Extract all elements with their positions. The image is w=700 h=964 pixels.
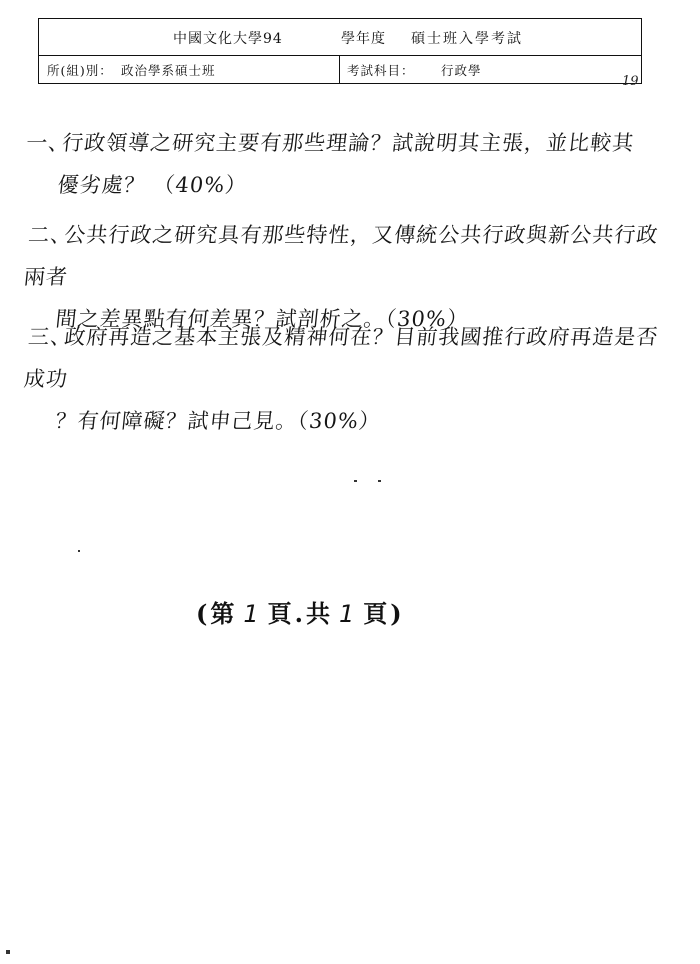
- department-label: 所(組)別：: [47, 63, 113, 78]
- header-title-row: [39, 19, 641, 56]
- footer-mid: 頁.共: [267, 599, 333, 628]
- subject-label: 考試科目：: [347, 63, 415, 78]
- question-number: 一、: [24, 131, 72, 155]
- footer-close: 頁): [363, 599, 405, 628]
- exam-header-box: [38, 18, 642, 84]
- question-1: [20, 122, 669, 206]
- question-text-line2: 間之差異點有何差異？試剖析之。（30%）: [54, 307, 471, 331]
- department-value: 政治學系碩士班: [121, 63, 216, 78]
- question-text-line2: ？有何障礙？試申己見。（30%）: [54, 409, 383, 433]
- header-info-row: [39, 55, 641, 83]
- scan-speck: [78, 550, 80, 552]
- question-number: 三、: [27, 325, 74, 349]
- footer-open: (第: [196, 599, 238, 628]
- footer-total-pages: 1: [339, 600, 358, 628]
- question-text-line1: 行政領導之研究主要有那些理論？試說明其主張，並比較其: [60, 131, 636, 155]
- scan-speck: [354, 480, 357, 482]
- academic-year-label: 學年度: [341, 31, 386, 47]
- exam-name: 碩士班入學考試: [411, 31, 523, 47]
- question-text-line2: 優劣處？ （40%）: [56, 173, 249, 197]
- subject-value: 行政學: [441, 63, 482, 78]
- question-text-line1: 政府再造之基本主張及精神何在？目前我國推行政府再造是否成功: [22, 325, 660, 391]
- scan-speck: [6, 950, 10, 954]
- footer-page-number: 1: [243, 600, 262, 628]
- question-text-line1: 公共行政之研究具有那些特性，又傳統公共行政與新公共行政兩者: [22, 223, 660, 289]
- scan-speck: [378, 480, 381, 482]
- question-number: 二、: [27, 223, 74, 247]
- school-name: 中國文化大學94: [173, 31, 283, 47]
- page-footer: [196, 594, 405, 629]
- question-3: [17, 316, 670, 442]
- header-divider: [339, 55, 340, 83]
- page-mark: 19: [622, 74, 639, 89]
